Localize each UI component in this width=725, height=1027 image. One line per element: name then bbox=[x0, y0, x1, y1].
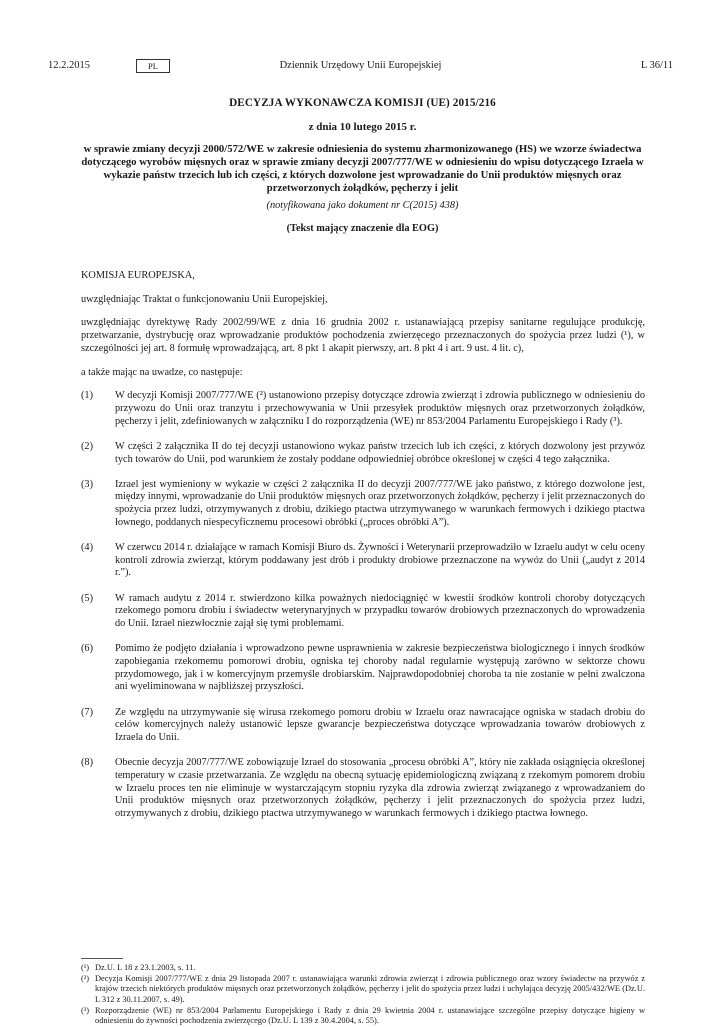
document-body bbox=[81, 270, 645, 833]
recital-number: (5) bbox=[81, 592, 94, 604]
recital-text: Pomimo że podjęto działania i wprowadzono pewne usprawnienia w zakresie bezpieczeństwa biologicznego i innych środków zapobiegania rzekomemu pomorowi drobiu, ogniska tej choroby nadal regularnie występują zarówno w sektorze chowu przydomowego, jak i w komercyjnym przemyśle drobiarskim. Najprawdopodobniej choroba ta nie zostanie w pełni zwalczona ani wyeliminowana w najbliższej przyszłości. bbox=[115, 643, 645, 693]
recital-item bbox=[81, 441, 645, 466]
recitals-list bbox=[81, 390, 645, 820]
recital-item bbox=[81, 542, 645, 580]
recital-item bbox=[81, 479, 645, 530]
recital-number: (6) bbox=[81, 643, 94, 655]
recital-item bbox=[81, 390, 645, 428]
notification-note: (notyfikowana jako dokument nr C(2015) 438) bbox=[266, 200, 459, 211]
footnote-text: Decyzja Komisji 2007/777/WE z dnia 29 listopada 2007 r. ustanawiająca warunki zdrowia zwierząt i zdrowia publicznego oraz wzory świadectw na przywóz z krajów trzecich niektórych produktów mięsnych oraz przetworzonych żołądków, pęcherzy i jelit do spożycia przez ludzi i uchylająca decyzję 2005/432/WE (Dz.U. L 312 z 30.11.2007, s. 49). bbox=[95, 974, 645, 1004]
footnote-text: Dz.U. L 18 z 23.1.2003, s. 11. bbox=[95, 963, 196, 972]
recital-number: (1) bbox=[81, 390, 94, 402]
footnote-number: (³) bbox=[81, 1005, 90, 1015]
recital-number: (4) bbox=[81, 542, 94, 554]
citation-treaty: uwzględniając Traktat o funkcjonowaniu Unii Europejskiej, bbox=[81, 293, 328, 305]
journal-header bbox=[48, 58, 673, 74]
recital-text: W decyzji Komisji 2007/777/WE (²) ustanowiono przepisy dotyczące zdrowia zwierząt i zdrowia publicznego w odniesieniu do przywozu do Unii oraz tranzytu i przechowywania w Unii przesyłek produktów mięsnych oraz przetworzonych żołądków, pęcherzy i jelit, zdefiniowanych w załączniku I do rozporządzenia (WE) nr 853/2004 Parlamentu Europejskiego i Rady (³). bbox=[115, 390, 645, 427]
eea-relevance: (Tekst mający znaczenie dla EOG) bbox=[286, 223, 439, 234]
institution-line: KOMISJA EUROPEJSKA, bbox=[81, 270, 195, 281]
recital-item bbox=[81, 707, 645, 745]
document-subject: w sprawie zmiany decyzji 2000/572/WE w zakresie odniesienia do systemu zharmonizowanego (HS) we wzorze świadectwa dotyczącego wyrobów mięsnych oraz w sprawie zmiany decyzji 2007/777/WE w odniesieniu do wpisu dotyczącego Izraela w wykazie państw trzecich lub ich części, z których dozwolone jest wprowadzanie do Unii produktów mięsnych oraz przetworzonych żołądków, pęcherzy i jelit bbox=[81, 143, 644, 194]
title-block bbox=[80, 96, 645, 235]
footnote-item bbox=[81, 974, 645, 1005]
recital-text: W części 2 załącznika II do tej decyzji ustanowiono wykaz państw trzecich lub ich części, z których dozwolony jest przywóz tych towarów do Unii, pod warunkiem że zostały poddane odpowiedniej obróbce określonej w części 4 tego załącznika. bbox=[115, 440, 645, 465]
language-badge: PL bbox=[136, 59, 170, 73]
recital-number: (2) bbox=[81, 440, 94, 452]
citation-directive: uwzględniając dyrektywę Rady 2002/99/WE z dnia 16 grudnia 2002 r. ustanawiającą przepisy sanitarne regulujące produkcję, przetwarzanie, dystrybucję oraz wprowadzanie produktów pochodzenia zwierzęcego przeznaczonych do spożycia przez ludzi (¹), w szczególności jej art. 8 formułę wprowadzającą, art. 8 pkt 1 akapit pierwszy, art. 8 pkt 4 i art. 9 ust. 4 lit. c), bbox=[81, 317, 645, 354]
document-date: z dnia 10 lutego 2015 r. bbox=[308, 121, 417, 133]
recital-number: (3) bbox=[81, 478, 94, 490]
publication-date: 12.2.2015 bbox=[48, 60, 90, 71]
recital-text: Ze względu na utrzymywanie się wirusa rzekomego pomoru drobiu w Izraelu oraz nawracające ogniska w stadach drobiu do celów komercyjnych należy ustanowić lepsze gwarancje bezpieczeństwa dotyczące wprowadzania towarów drobiowych z Izraela do Unii. bbox=[115, 706, 645, 743]
recital-number: (7) bbox=[81, 706, 94, 718]
footnote-divider bbox=[81, 958, 123, 959]
recital-item bbox=[81, 593, 645, 631]
whereas-line: a także mając na uwadze, co następuje: bbox=[81, 366, 243, 378]
footnote-item bbox=[81, 1006, 645, 1026]
recital-number: (8) bbox=[81, 757, 94, 769]
page-reference: L 36/11 bbox=[640, 60, 673, 71]
recital-text: W ramach audytu z 2014 r. stwierdzono kilka poważnych niedociągnięć w kwestii środków kontroli choroby dotyczących rzekomego pomoru drobiu i świadectw weterynaryjnych w przypadku towarów drobiowych przeznaczonych do wprowadzenia do Unii. Izrael niezwłocznie zajął się tymi problemami. bbox=[115, 592, 645, 630]
document-title: DECYZJA WYKONAWCZA KOMISJI (UE) 2015/216 bbox=[229, 97, 496, 109]
footnote-number: (²) bbox=[81, 974, 90, 984]
footnote-number: (¹) bbox=[81, 963, 90, 972]
recital-text: Obecnie decyzja 2007/777/WE zobowiązuje Izrael do stosowania „procesu obróbki A”, który nie zakłada osiągnięcia określonej temperatury w czasie przetwarzania. Ze względu na obecną sytuację epidemiologiczną związaną z rzekomym pomorem drobiu w Izraelu proces ten nie eliminuje w wystarczającym stopniu ryzyka dla zdrowia zwierząt związanego z wprowadzaniem do Unii produktów mięsnych oraz przetworzonych żołądków, pęcherzy i jelit przeznaczonych do spożycia przez ludzi, otrzymywanych z drobiu, dzikiego ptactwa utrzymywanego w warunkach fermowych i dzikiego ptactwa łownego. bbox=[115, 757, 645, 819]
recital-text: W czerwcu 2014 r. działające w ramach Komisji Biuro ds. Żywności i Weterynarii przeprowadziło w Izraelu audyt w celu oceny kontroli zdrowia zwierząt, którym poddawany jest drób i produkty drobiowe przeznaczone na wywóz do Unii („audyt z 2014 r.”). bbox=[115, 542, 645, 579]
footnotes-list bbox=[81, 963, 645, 1027]
footnote-text: Rozporządzenie (WE) nr 853/2004 Parlamentu Europejskiego i Rady z dnia 29 kwietnia 2004 r. ustanawiające szczególne przepisy dotyczące higieny w odniesieniu do żywności pochodzenia zwierzęcego (Dz.U. L 139 z 30.4.2004, s. 55). bbox=[95, 1005, 645, 1026]
recital-item bbox=[81, 643, 645, 694]
recital-item bbox=[81, 757, 645, 821]
journal-name: Dziennik Urzędowy Unii Europejskiej bbox=[279, 60, 442, 71]
footnote-item bbox=[81, 963, 645, 973]
recital-text: Izrael jest wymieniony w wykazie w części 2 załącznika II do decyzji 2007/777/WE jako państwo, z którego dozwolone jest, między innymi, wprowadzanie do Unii produktów mięsnych oraz przetworzonych żołądków, pęcherzy i jelit przeznaczonych do spożycia przez ludzi, otrzymywanych z drobiu, dzikiego ptactwa utrzymywanego w warunkach fermowych i dzikiego ptactwa łownego, poddanych niespecyficznemu procesowi obróbki („proces obróbki A”). bbox=[115, 478, 645, 528]
